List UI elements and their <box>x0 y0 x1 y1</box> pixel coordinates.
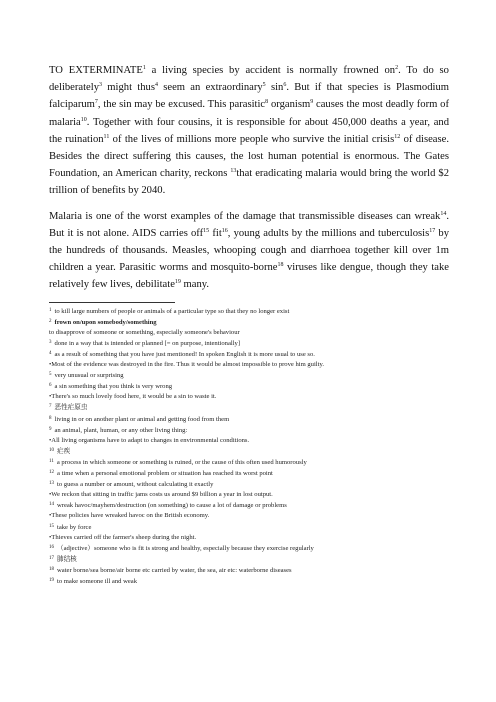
text-run: . But it is not alone. AIDS carries off <box>49 210 449 239</box>
footnote-marker: 17 <box>429 227 436 234</box>
footnote-text: as a result of something that you have just mentioned! In spoken English it is more usual to use so. <box>54 351 315 359</box>
footnote <box>49 414 449 425</box>
footnote-number: 8 <box>49 415 52 421</box>
text-run: many. <box>180 279 210 291</box>
footnote-number: 12 <box>49 470 54 476</box>
text-run: causes the most deadly form of malaria <box>49 99 449 128</box>
footnote-number: 11 <box>49 458 54 464</box>
text-run: might thus <box>102 82 155 94</box>
text-run: TO EXTERMINATE <box>49 65 143 76</box>
footnote <box>49 522 449 533</box>
footnote-number: 5 <box>49 372 52 378</box>
footnote <box>49 490 449 500</box>
footnote <box>49 468 449 479</box>
footnote-text: a process in which someone or something is ruined, or the cause of this often used humorously <box>56 458 307 466</box>
footnote-number: 2 <box>49 318 52 324</box>
footnote-text: water borne/sea borne/air borne etc carried by water, the sea, air etc: waterborne diseases <box>57 566 292 574</box>
footnote-text: a sin something that you think is very wrong <box>54 383 173 391</box>
footnote-marker: 4 <box>154 82 158 89</box>
footnote-number: 16 <box>49 544 54 550</box>
footnote-text: 恶性疟原虫 <box>54 404 88 412</box>
footnote-text: •There's so much lovely food here, it would be a sin to waste it. <box>49 393 217 401</box>
footnote-number: 4 <box>49 351 52 357</box>
footnote-text: very unusual or surprising <box>54 372 124 380</box>
footnote-number: 9 <box>49 426 52 432</box>
footnote-text: done in a way that is intended or planned [= on purpose, intentionally] <box>54 339 241 347</box>
footnote <box>49 446 449 457</box>
footnote-number: 19 <box>49 577 54 583</box>
footnote <box>49 392 449 402</box>
footnote <box>49 338 449 349</box>
text-run: , young adults by the millions and tuberculosis <box>227 227 430 239</box>
footnote-text: living in or on another plant or animal and getting food from them <box>54 415 230 423</box>
footnote-text: •All living organisms have to adapt to changes in environmental conditions. <box>49 436 250 444</box>
text-run: . Together with four cousins, it is responsible for about 450,000 deaths a year, and the ruination <box>49 116 449 145</box>
footnote-number: 17 <box>49 555 54 561</box>
footnote <box>49 554 449 565</box>
footnote-text: to kill large numbers of people or animals of a particular type so that they no longer exist <box>54 307 290 315</box>
footnote-number: 1 <box>49 307 52 313</box>
footnote-number: 18 <box>49 566 54 572</box>
text-run: fit <box>209 227 222 239</box>
article-body <box>49 62 449 294</box>
footnote <box>49 479 449 490</box>
text-run: , the sin may be excused. This parasitic <box>97 99 266 111</box>
footnote <box>49 381 449 392</box>
footnote-marker: 13 <box>230 168 237 175</box>
footnote <box>49 402 449 413</box>
footnote-marker: 18 <box>277 262 284 269</box>
footnote-text: （adjective）someone who is fit is strong and healthy, especially because they exercise regularly <box>57 544 314 552</box>
text-run: organism <box>268 99 311 111</box>
footnote-marker: 7 <box>94 99 98 106</box>
footnote-number: 10 <box>49 447 54 453</box>
document-page <box>49 62 449 587</box>
footnote <box>49 306 449 317</box>
text-run: that eradicating malaria would bring the world $2 trillion of benefits by 2040. <box>49 168 450 197</box>
text-run: by the hundreds of thousands. Measles, whooping cough and diarrhoea together kill over 1m children a year. Parasitic worms and mosquito-borne <box>49 227 449 274</box>
footnote <box>49 317 449 328</box>
paragraph <box>49 208 449 294</box>
footnote-marker: 11 <box>103 133 110 140</box>
footnote-text: •Thieves carried off the farmer's sheep during the night. <box>49 533 197 541</box>
footnote-marker: 1 <box>142 65 146 71</box>
footnote-marker: 14 <box>440 210 447 217</box>
footnote-marker: 8 <box>265 99 269 106</box>
footnote <box>49 565 449 576</box>
footnote-text: frown on/upon somebody/something <box>54 318 157 326</box>
text-run: seem an extraordinary <box>157 82 263 94</box>
footnote <box>49 511 449 521</box>
text-run: viruses like dengue, though they take relatively few lives, debilitate <box>49 262 450 291</box>
footnote-marker: 3 <box>99 82 102 89</box>
footnote-number: 3 <box>49 339 52 345</box>
text-run: . But if that species is Plasmodium falciparum <box>49 82 449 111</box>
text-run: Malaria is one of the worst examples of the damage that transmissible diseases can wreak <box>49 210 441 222</box>
footnote <box>49 533 449 543</box>
footnote-text: 疟疾 <box>57 447 71 455</box>
footnote-marker: 5 <box>262 82 266 89</box>
footnote <box>49 543 449 554</box>
footnote <box>49 370 449 381</box>
footnote-text: to make someone ill and weak <box>57 577 138 585</box>
text-run: a living species by accident is normally frowned on <box>145 65 396 76</box>
footnote-text: wreak havoc/mayhem/destruction (on something) to cause a lot of damage or problems <box>57 502 287 510</box>
footnote-marker: 19 <box>174 279 181 286</box>
footnote-marker: 15 <box>203 227 210 234</box>
footnote-text: 肺结核 <box>57 555 77 563</box>
footnote-marker: 9 <box>310 99 314 106</box>
footnote-marker: 2 <box>395 65 399 71</box>
text-run: of disease. Besides the direct suffering this causes, the lost human potential is enormous. The Gates Foundation, an American charity, reckons <box>49 133 449 180</box>
footnote-text: •Most of the evidence was destroyed in the fire. Thus it would be almost impossible to prove him guilty. <box>49 361 324 369</box>
footnote-marker: 10 <box>80 116 87 123</box>
footnote-text: an animal, plant, human, or any other living thing: <box>54 426 188 434</box>
footnote-number: 15 <box>49 523 54 529</box>
footnote <box>49 436 449 446</box>
paragraph <box>49 62 449 200</box>
text-run: sin <box>265 82 284 94</box>
text-run: of the lives of millions more people who survive the initial crisis <box>109 133 395 145</box>
footnote-marker: 6 <box>283 82 287 89</box>
footnote-text: to guess a number or amount, without calculating it exactly <box>57 481 214 489</box>
footnote-text: to disapprove of someone or something, especially someone's behaviour <box>49 328 240 336</box>
footnote-divider <box>49 302 175 303</box>
footnote-text: •These policies have wreaked havoc on the British economy. <box>49 512 210 520</box>
footnote <box>49 360 449 370</box>
footnote <box>49 576 449 587</box>
footnotes <box>49 306 449 587</box>
footnote <box>49 349 449 360</box>
footnote-text: a time when a personal emotional problem or situation has reached its worst point <box>57 470 273 478</box>
footnote-text: take by force <box>57 523 92 531</box>
footnote <box>49 425 449 436</box>
footnote <box>49 457 449 468</box>
footnote-number: 14 <box>49 502 54 508</box>
footnote-text: •We reckon that sitting in traffic jams costs us around $9 billion a year in lost output. <box>49 491 273 499</box>
footnote <box>49 500 449 511</box>
footnote-number: 7 <box>49 404 52 410</box>
text-run: . To do so deliberately <box>49 65 449 94</box>
footnote-number: 6 <box>49 383 52 389</box>
footnote-marker: 12 <box>394 133 401 140</box>
footnote <box>49 328 449 338</box>
footnote-marker: 16 <box>221 227 228 234</box>
footnote-number: 13 <box>49 481 54 487</box>
